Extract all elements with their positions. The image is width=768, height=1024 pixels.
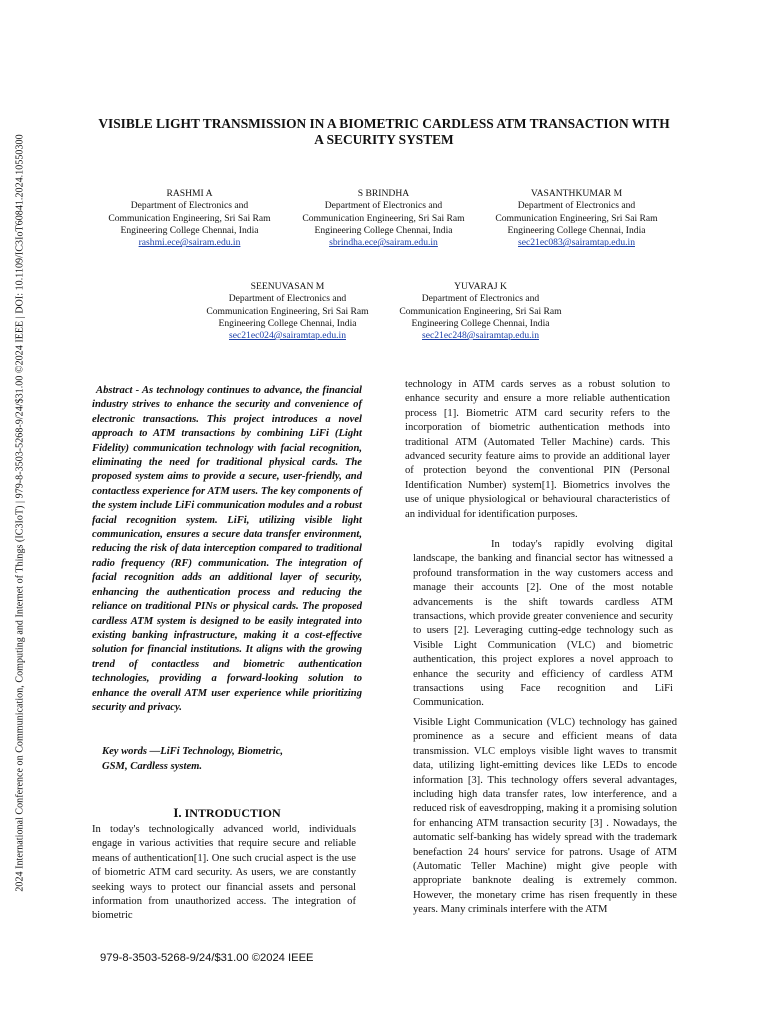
author-affiliation: Department of Electronics and — [421, 293, 540, 305]
author-email-link[interactable]: rashmi.ece@sairam.edu.in — [138, 237, 241, 249]
author-affiliation: Engineering College Chennai, India — [411, 317, 550, 329]
paragraph-text: Visible Light Communication (VLC) technology has gained prominence as a secure and efficient means of data transmission. VLC employs visible light waves to transmit data, utilizing light-emitting devices like LEDs to encode information [3]. This technology offers several advantages, including high data transfer rates, low interference, and a reduced risk of eavesdropping, making it a promising solution for enhancing ATM transaction security [3] . Nowadays, the automatic self-banking has widely spread with the trademark benefaction 24 hours' service for patrons. Usage of ATM (Automatic Teller Machine) might give people with appropriate banknote dealing is extremely common. However, the monetary crime has risen frequently in these years. Many criminals interfere with the ATM — [413, 717, 677, 916]
author-affiliation: Department of Electronics and — [130, 200, 249, 212]
title-line-2: A SECURITY SYSTEM — [314, 132, 454, 147]
author-name: YUVARAJ K — [454, 281, 507, 292]
right-column-paragraph — [413, 538, 673, 711]
author-affiliation: Communication Engineering, Sri Sai Ram — [495, 212, 658, 224]
abstract — [92, 384, 362, 715]
author-affiliation: Engineering College Chennai, India — [314, 224, 453, 236]
author-affiliation: Communication Engineering, Sri Sai Ram — [108, 212, 271, 224]
author-block — [286, 188, 481, 249]
right-column-paragraph — [413, 716, 677, 918]
section-title: INTRODUCTION — [184, 806, 281, 820]
paragraph-text: In today's rapidly evolving digital landscape, the banking and financial sector has witnessed a profound transformation in the way customers access and manage their accounts [2]. One of the most notable advancements is the shift towards cardless ATM transactions, which provide greater convenience and security to users [2]. Leveraging cutting-edge technology such as Visible Light Communication (VLC) and biometric authentication, this project explores a novel approach to enhance the security and efficiency of cardless ATM transactions using Face recognition and LiFi Communication. — [413, 539, 673, 709]
author-block — [383, 281, 578, 342]
author-affiliation: Engineering College Chennai, India — [507, 224, 646, 236]
author-email-link[interactable]: sec21ec248@sairamtap.edu.in — [422, 330, 539, 342]
right-column-paragraph — [405, 378, 670, 522]
author-block — [479, 188, 674, 249]
author-affiliation: Engineering College Chennai, India — [120, 224, 259, 236]
author-affiliation: Communication Engineering, Sri Sai Ram — [302, 212, 465, 224]
author-affiliation: Department of Electronics and — [517, 200, 636, 212]
author-affiliation: Department of Electronics and — [324, 200, 443, 212]
author-email-link[interactable]: sec21ec024@sairamtap.edu.in — [229, 330, 346, 342]
keywords — [102, 745, 342, 774]
keywords-line: Key words —LiFi Technology, Biometric, — [102, 746, 284, 757]
author-affiliation: Communication Engineering, Sri Sai Ram — [399, 305, 562, 317]
intro-paragraph — [92, 823, 356, 924]
section-number: I. — [173, 805, 182, 820]
abstract-text: Abstract - As technology continues to advance, the financial industry strives to enhance the security and convenience of electronic transactions. This project introduces a novel approach to ATM transactions by combining LiFi (Light Fidelity) communication technology with facial recognition, eliminating the need for traditional physical cards. The proposed system aims to provide a secure, user-friendly, and contactless experience for ATM users. The key components of the system include LiFi communication modules and a robust facial recognition system. LiFi, utilizing visible light communication, ensures a secure data transfer environment, reducing the risk of data interception compared to traditional radio frequency (RF) communication. The integration of facial recognition adds an additional layer of security, enhancing the authentication process and reducing the reliance on traditional PINs or physical cards. The proposed cardless ATM system is designed to be easily integrated into existing banking infrastructure, making it a cost-effective solution for financial institutions. It aligns with the growing trend of contactless and biometric authentication technologies, providing a forward-looking solution to enhance the overall ATM user experience while prioritizing security and privacy. — [92, 385, 362, 713]
page-footer: 979-8-3503-5268-9/24/$31.00 ©2024 IEEE — [100, 952, 314, 964]
side-banner-text: 2024 International Conference on Communication, Computing and Internet of Things (IC3IoT) | 979-8-3503-5268-9/24/$31.00 ©2024 IEEE | DOI: 10.1109/IC3IoT60841.2024.10550300 — [14, 134, 26, 892]
author-block — [190, 281, 385, 342]
paper-title — [70, 116, 698, 148]
side-banner — [13, 134, 27, 892]
intro-text: In today's technologically advanced world, individuals engage in various activities that require secure and reliable means of authentication[1]. One such crucial aspect is the use of biometric ATM card security. As users, we are constantly seeking ways to protect our financial assets and personal information from unauthorized access. The integration of biometric — [92, 824, 356, 922]
author-email-link[interactable]: sbrindha.ece@sairam.edu.in — [329, 237, 438, 249]
author-name: S BRINDHA — [357, 188, 410, 199]
title-line-1: VISIBLE LIGHT TRANSMISSION IN A BIOMETRIC CARDLESS ATM TRANSACTION WITH — [98, 116, 670, 131]
paragraph-text: technology in ATM cards serves as a robust solution to enhance security and ensure a more reliable authentication process [1]. Biometric ATM card security refers to the incorporation of biometric authentication methods into traditional ATM (Automated Teller Machine) cards. This advanced security feature aims to provide an additional layer of protection beyond the conventional PIN (Personal Identification Number) system[1]. Biometrics involves the use of unique physiological or behavioural characteristics of an individual for identification purposes. — [405, 379, 670, 520]
author-block — [92, 188, 287, 249]
author-name: VASANTHKUMAR M — [530, 188, 623, 199]
author-affiliation: Communication Engineering, Sri Sai Ram — [206, 305, 369, 317]
author-email-link[interactable]: sec21ec083@sairamtap.edu.in — [518, 237, 635, 249]
section-heading — [92, 805, 362, 821]
author-name: SEENUVASAN M — [250, 281, 325, 292]
keywords-line: GSM, Cardless system. — [102, 760, 203, 772]
author-affiliation: Engineering College Chennai, India — [218, 317, 357, 329]
author-name: RASHMI A — [166, 188, 213, 199]
author-affiliation: Department of Electronics and — [228, 293, 347, 305]
